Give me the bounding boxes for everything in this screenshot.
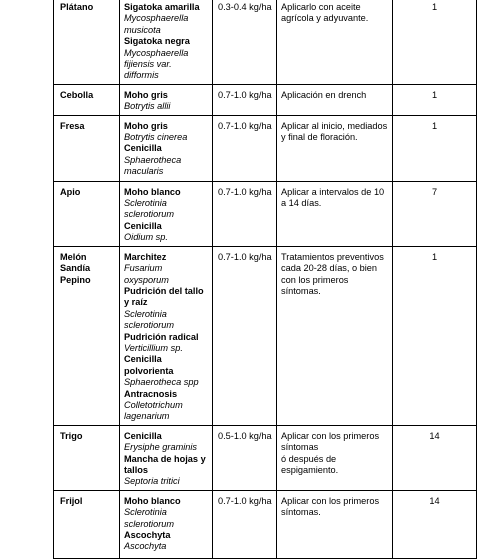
- disease-name: Cenicilla: [124, 143, 162, 154]
- disease-cell: [120, 0, 213, 84]
- application-cell: Aplicar con los primeros síntomas ó después de espigamiento.: [277, 425, 393, 490]
- interval-cell: 1: [393, 115, 477, 181]
- table-row: [54, 84, 477, 115]
- crop-cell: [54, 115, 120, 181]
- dose-cell: 0.5-1.0 kg/ha: [213, 425, 277, 490]
- crop-cell: [54, 490, 120, 558]
- disease-name: Mancha de hojas y tallos: [124, 453, 206, 475]
- crop-cell: [54, 246, 120, 425]
- table-row: [54, 115, 477, 181]
- interval-cell: 14: [393, 425, 477, 490]
- crop-cell: [54, 425, 120, 490]
- disease-cell: [120, 84, 213, 115]
- dose-cell: 0.7-1.0 kg/ha: [213, 115, 277, 181]
- pathogen-name: Erysiphe graminis: [124, 442, 198, 453]
- pathogen-name: Ascochyta: [124, 541, 167, 552]
- pathogen-name: Mycosphaerella fijiensis var. difformis: [124, 47, 189, 81]
- pathogen-name: Colletotrichum lagenarium: [124, 399, 183, 422]
- disease-name: Sigatoka negra: [124, 36, 190, 47]
- pathogen-name: Oidium sp.: [124, 232, 168, 243]
- disease-name: Pudrición radical: [124, 331, 199, 342]
- fungicide-dosage-table: [53, 0, 477, 559]
- pathogen-name: Botrytis cinerea: [124, 132, 188, 143]
- crop-name: Cebolla: [60, 89, 94, 100]
- disease-name: Ascochyta: [124, 530, 171, 541]
- pathogen-name: Sclerotinia sclerotiorum: [124, 198, 175, 220]
- pathogen-name: Sclerotinia sclerotiorum: [124, 308, 175, 331]
- crop-name: Sandía: [60, 263, 91, 274]
- application-cell: Aplicación en drench: [277, 84, 393, 115]
- disease-name: Antracnosis: [124, 388, 178, 399]
- crop-name: Plátano: [60, 2, 94, 12]
- pathogen-name: Verticillium sp.: [124, 342, 183, 353]
- disease-name: Moho gris: [124, 120, 168, 131]
- disease-cell: [120, 246, 213, 425]
- pathogen-name: Septoria tritici: [124, 476, 180, 487]
- disease-cell: [120, 490, 213, 558]
- disease-name: Sigatoka amarilla: [124, 2, 200, 12]
- pathogen-name: Sphaerotheca spp: [124, 377, 199, 388]
- dose-cell: 0.7-1.0 kg/ha: [213, 181, 277, 246]
- dose-cell: 0.7-1.0 kg/ha: [213, 490, 277, 558]
- dose-cell: 0.3-0.4 kg/ha: [213, 0, 277, 84]
- dose-cell: 0.7-1.0 kg/ha: [213, 84, 277, 115]
- table-row: [54, 0, 477, 84]
- disease-name: Marchitez: [124, 251, 167, 262]
- pathogen-name: Sphaerotheca macularis: [124, 154, 182, 177]
- crop-name: Melón: [60, 251, 87, 262]
- application-cell: Aplicar al inicio, mediados y final de floración.: [277, 115, 393, 181]
- table-row: [54, 181, 477, 246]
- crop-name: Fresa: [60, 120, 85, 131]
- pathogen-name: Fusarium oxysporum: [124, 263, 169, 285]
- table-body: [54, 0, 477, 558]
- crop-name: Pepino: [60, 274, 91, 285]
- crop-cell: [54, 181, 120, 246]
- pathogen-name: Botrytis allii: [124, 101, 171, 112]
- interval-cell: 1: [393, 84, 477, 115]
- disease-name: Cenicilla: [124, 220, 162, 231]
- crop-name: Apio: [60, 186, 81, 197]
- crop-name: Trigo: [60, 430, 83, 441]
- interval-cell: 14: [393, 490, 477, 558]
- disease-name: Cenicilla: [124, 430, 162, 441]
- application-cell: Tratamientos preventivos cada 20-28 días, o bien con los primeros síntomas.: [277, 246, 393, 425]
- disease-name: Pudrición del tallo y raíz: [124, 285, 204, 308]
- dose-cell: 0.7-1.0 kg/ha: [213, 246, 277, 425]
- disease-cell: [120, 115, 213, 181]
- application-cell: Aplicar con los primeros síntomas.: [277, 490, 393, 558]
- disease-name: Moho blanco: [124, 186, 181, 197]
- interval-cell: 1: [393, 246, 477, 425]
- interval-cell: 1: [393, 0, 477, 84]
- table-row: [54, 246, 477, 425]
- pathogen-name: Sclerotinia sclerotiorum: [124, 507, 175, 529]
- interval-cell: 7: [393, 181, 477, 246]
- application-cell: Aplicar a intervalos de 10 a 14 días.: [277, 181, 393, 246]
- crop-cell: [54, 84, 120, 115]
- pathogen-name: Mycosphaerella musicota: [124, 13, 189, 35]
- disease-name: Moho gris: [124, 89, 168, 100]
- crop-name: Frijol: [60, 495, 83, 506]
- table-row: [54, 425, 477, 490]
- disease-cell: [120, 181, 213, 246]
- disease-name: Moho blanco: [124, 495, 181, 506]
- disease-name: Cenicilla polvorienta: [124, 354, 174, 376]
- crop-cell: [54, 0, 120, 84]
- application-cell: Aplicarlo con aceite agrícola y adyuvante.: [277, 0, 393, 84]
- disease-cell: [120, 425, 213, 490]
- table-row: [54, 490, 477, 558]
